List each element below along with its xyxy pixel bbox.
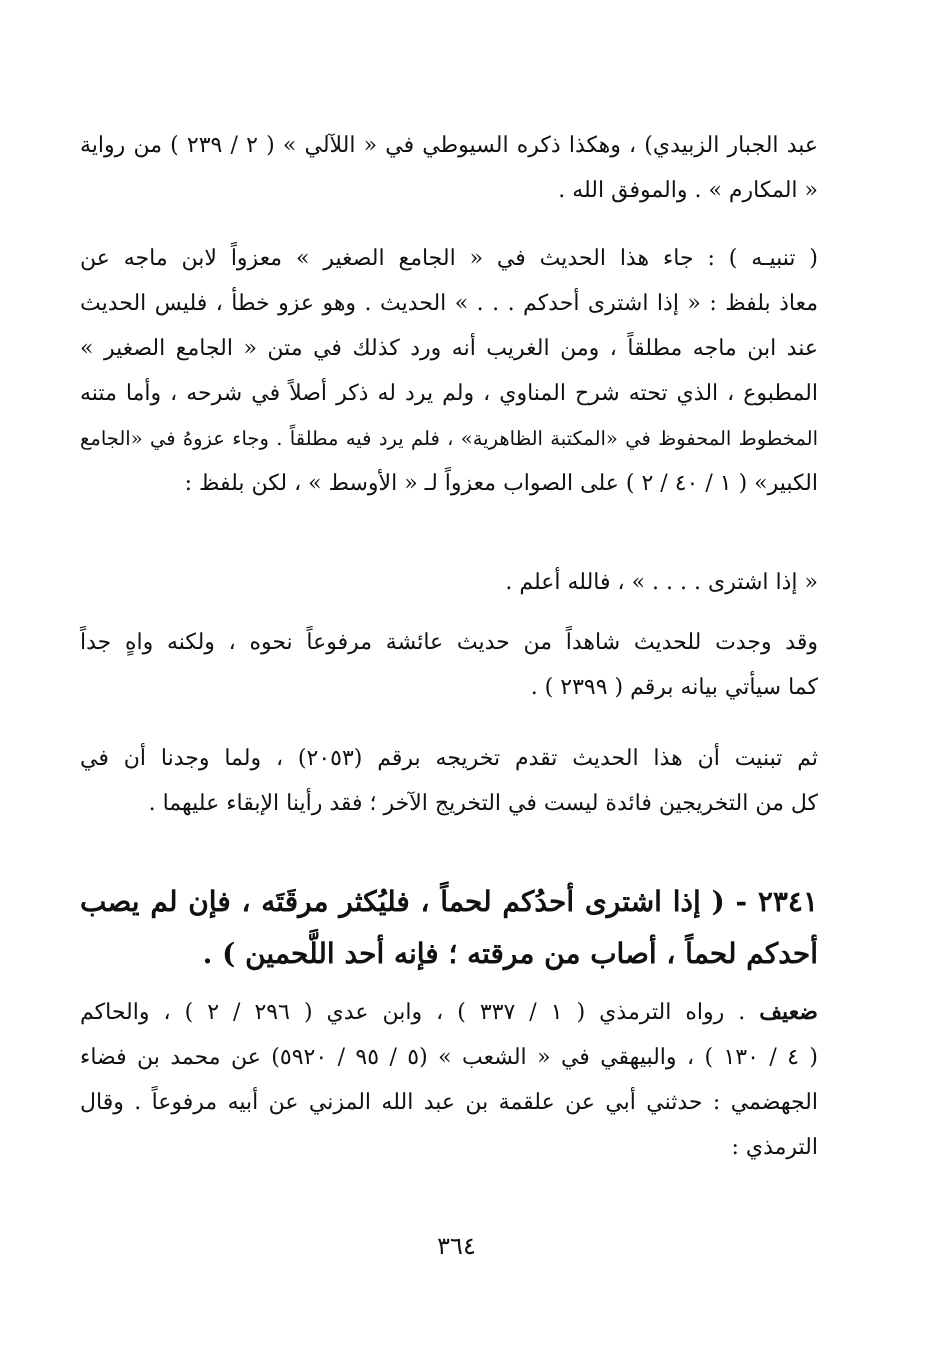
paragraph-1 xyxy=(80,123,818,213)
paragraph-3-line-1: وقد وجدت للحديث شاهداً من حديث عائشة مرفوعاً نحوه ، ولكنه واهٍ جداً xyxy=(80,630,818,655)
grading-label: ضعيف xyxy=(759,999,818,1025)
page-number-text: ٣٦٤ xyxy=(437,1232,476,1260)
quote-line: « إذا اشترى . . . . » ، فالله أعلم . xyxy=(505,570,818,595)
paragraph-5-line-3: الجهضمي : حدثني أبي عن علقمة بن عبد الله المزني عن أبيه مرفوعاً . وقال xyxy=(80,1090,818,1115)
paragraph-2-line-2: معاذ بلفظ : « إذا اشترى أحدكم . . . » الحديث . وهو عزو خطأ ، فليس الحديث xyxy=(80,291,818,316)
paragraph-5-line-4: الترمذي : xyxy=(731,1135,818,1160)
paragraph-5-line-1-text: . رواه الترمذي ( ١ / ٣٣٧ ) ، وابن عدي ( ٢٩٦ / ٢ ) ، والحاكم xyxy=(80,1000,746,1025)
paragraph-1-line-2: « المكارم » . والموفق الله . xyxy=(558,178,818,203)
paragraph-2 xyxy=(80,236,818,506)
hadith-line-1: ٢٣٤١ - ( إذا اشترى أحدُكم لحماً ، فليُكثر مرقَتَه ، فإن لم يصب xyxy=(80,885,818,918)
paragraph-4-line-1: ثم تبنيت أن هذا الحديث تقدم تخريجه برقم (٢٠٥٣) ، ولما وجدنا أن في xyxy=(80,746,818,771)
paragraph-2-line-3: عند ابن ماجه مطلقاً ، ومن الغريب أنه ورد كذلك في متن « الجامع الصغير » xyxy=(80,336,818,361)
quote-block xyxy=(80,560,818,605)
paragraph-5-line-1 xyxy=(80,990,818,1035)
paragraph-1-line-1: عبد الجبار الزبيدي) ، وهكذا ذكره السيوطي في « اللآلي » ( ٢ / ٢٣٩ ) من رواية xyxy=(80,133,819,158)
paragraph-4 xyxy=(80,736,818,826)
paragraph-2-line-4: المطبوع ، الذي تحته شرح المناوي ، ولم يرد له ذكر أصلاً في شرحه ، وأما متنه xyxy=(80,381,818,406)
paragraph-2-line-5: المخطوط المحفوظ في «المكتبة الظاهرية» ، فلم يرد فيه مطلقاً . وجاء عزوهُ في «الجامع xyxy=(80,427,818,450)
paragraph-5-line-2: ( ٤ / ١٣٠ ) ، والبيهقي في « الشعب » (٥ / ٩٥ / ٥٩٢٠) عن محمد بن فضاء xyxy=(80,1045,818,1070)
paragraph-4-line-2: كل من التخريجين فائدة ليست في التخريج الآخر ؛ فقد رأينا الإبقاء عليهما . xyxy=(148,791,818,816)
paragraph-3-line-2: كما سيأتي بيانه برقم ( ٢٣٩٩ ) . xyxy=(530,675,818,700)
hadith-line-2: أحدكم لحماً ، أصاب من مرقته ؛ فإنه أحد اللَّحمين ) . xyxy=(202,937,818,970)
paragraph-2-line-1: ( تنبيـه ) : جاء هذا الحديث في « الجامع الصغير » معزواً لابن ماجه عن xyxy=(80,246,818,271)
page-number xyxy=(0,1232,929,1260)
paragraph-3 xyxy=(80,620,818,710)
paragraph-2-line-6: الكبير» ( ١ / ٤٠ / ٢ ) على الصواب معزواً لـ « الأوسط » ، لكن بلفظ : xyxy=(184,471,818,496)
hadith-heading xyxy=(80,876,818,980)
paragraph-5 xyxy=(80,990,818,1170)
